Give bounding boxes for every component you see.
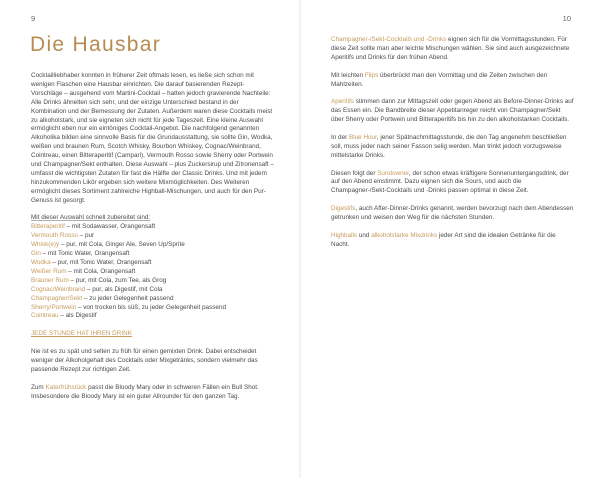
left-text-column — [31, 72, 274, 410]
list-item: Champagner/Sekt – zu jeder Gelegenheit passend — [31, 294, 174, 302]
paragraph-aperitifs: Aperitifs stimmen dann zur Mittagszeit oder gegen Abend als Before-Dinner-Drinks auf das Essen ein. Die Bandbreite dieser Appetitanreger reicht von Champagner/Sekt über Sherry oder Portwein und Bitteraperitifs bis hin zu den alkoholstarken Cocktails. — [331, 98, 574, 124]
chapter-title: Die Hausbar — [30, 33, 162, 56]
right-text-column — [331, 36, 575, 259]
paragraph-timing: Nie ist es zu spät und selten zu früh für einen gemixten Drink. Dabei entscheidet weniger der Alkoholgehalt des Cocktails oder Mixgetränks, sondern vielmehr das passende Rezept zur richtigen Zeit. — [31, 348, 258, 373]
paragraph-digestifs: Digestifs, auch After-Dinner-Drinks genannt, werden bevorzugt nach dem Abendessen getrunken und weisen den Weg für die nächsten Stunden. — [331, 205, 574, 222]
paragraph-katerfruehstueck: Zum Katerfrühstück passt die Bloody Mary oder in schweren Fällen ein Bull Shot. Insbesondere die Bloody Mary ist ein guter Allrounder für den ganzen Tag. — [31, 383, 259, 400]
drink-list — [31, 223, 274, 321]
list-item: Sherry/Portwein – von trocken bis süß, zu jeder Gelegenheit passend — [31, 303, 227, 311]
paragraph-blue-hour: In der Blue Hour, jener Spätnachmittagsstunde, die den Tag angenehm beschließen soll, muss jeder nach seiner Fasson selig werden. Man trinkt jedoch vorzugsweise mittelstarke Drinks. — [331, 133, 567, 159]
list-item: Cointreau – als Digestif — [31, 312, 97, 320]
list-heading: Mit dieser Auswahl schnell zubereitet sind: — [31, 214, 151, 222]
list-item: Cognac/Weinbrand – pur, als Digestif, mit Cola — [31, 285, 163, 293]
list-item: Vermouth Rosso – pur — [31, 232, 95, 240]
paragraph-highballs: Highballs und alkoholstarke Mixdrinks jeder Art sind die idealen Getränke für die Nacht. — [331, 231, 556, 248]
page-number-right: 10 — [562, 14, 571, 23]
section-subheading: JEDE STUNDE HAT IHREN DRINK — [31, 330, 132, 338]
intro-paragraph: Cocktailliebhaber konnten in früherer Zeit oftmals lesen, es ließe sich schon mit wenigen Flaschen eine Hausbar einrichten. Die darauf basierenden Rezept-Vorschläge – ausgehend vom Martini-Cocktail – hatten jedoch gravierende Nachteile: Alle Drinks ähnelten sich sehr, und der einzige Unterschied bestand in der Kombination und der Bemessung der Zutaten. Außerdem waren diese Cocktails meist zu alkoholstark, und sie eigneten sich nicht für jede Tageszeit. Eine kleine Auswahl ermöglicht eben nur ein eintöniges Cocktail-Angebot. Die nachfolgend genannten Alkoholika bilden eine sinnvolle Basis für die Grundausstattung, sie sollte Gin, Wodka, weißen und braunen Rum, Scotch Whisky, Bourbon Whiskey, Cognac/Weinbrand, Cointreau, einen Bitteraperitif (Campari), Vermouth Rosso sowie Sherry oder Portwein und Champagner/Sekt enthalten. Diese Auswahl – plus Zuckersirup und Zitronensaft – umfasst die wichtigsten Zutaten für fast die Hälfte der Classic Drinks. Und mit jedem hinzukommenden Likör ergeben sich weitere Mixmöglichkeiten. Des Weiteren ermöglicht dieses Sortiment zahlreiche Highball-Mischungen, und auch für den Pur-Genuss ist gesorgt. — [31, 72, 274, 204]
list-item: Bitteraperitif – mit Sodawasser, Orangensaft — [31, 223, 156, 231]
paragraph-sundowner: Diesen folgt der Sundowner, der schon etwas kräftigere Sonnenuntergangsdrink, der auf den Abend einstimmt. Dazu eignen sich die Sours, und auch die Champagner-/Sekt-Cocktails und -Drinks passen optimal in diese Zeit. — [331, 169, 569, 195]
list-item: Wodka – pur, mit Tonic Water, Orangensaft — [31, 259, 152, 267]
list-item: Gin – mit Tonic Water, Orangensaft — [31, 250, 130, 258]
list-item: Brauner Rum – pur, mit Cola, zum Tee, als Grog — [31, 276, 167, 284]
list-item: Whisk(e)y – pur, mit Cola, Ginger Ale, Seven Up/Sprite — [31, 241, 185, 249]
page-number-left: 9 — [31, 14, 36, 23]
paragraph-champagner: Champagner-/Sekt-Cocktails und -Drinks eignen sich für die Vormittagsstunden. Für diese Zeit sollte man aber leichte Mischungen wählen. Sie sind auch ausgezeichnete Aperitifs und Drinks für den frühen Abend. — [331, 36, 570, 61]
paragraph-flips: Mit leichten Flips überbrückt man den Vormittag und die Zeiten zwischen den Mahlzeiten. — [331, 71, 548, 88]
list-item: Weißer Rum – mit Cola, Orangensaft — [31, 267, 136, 275]
